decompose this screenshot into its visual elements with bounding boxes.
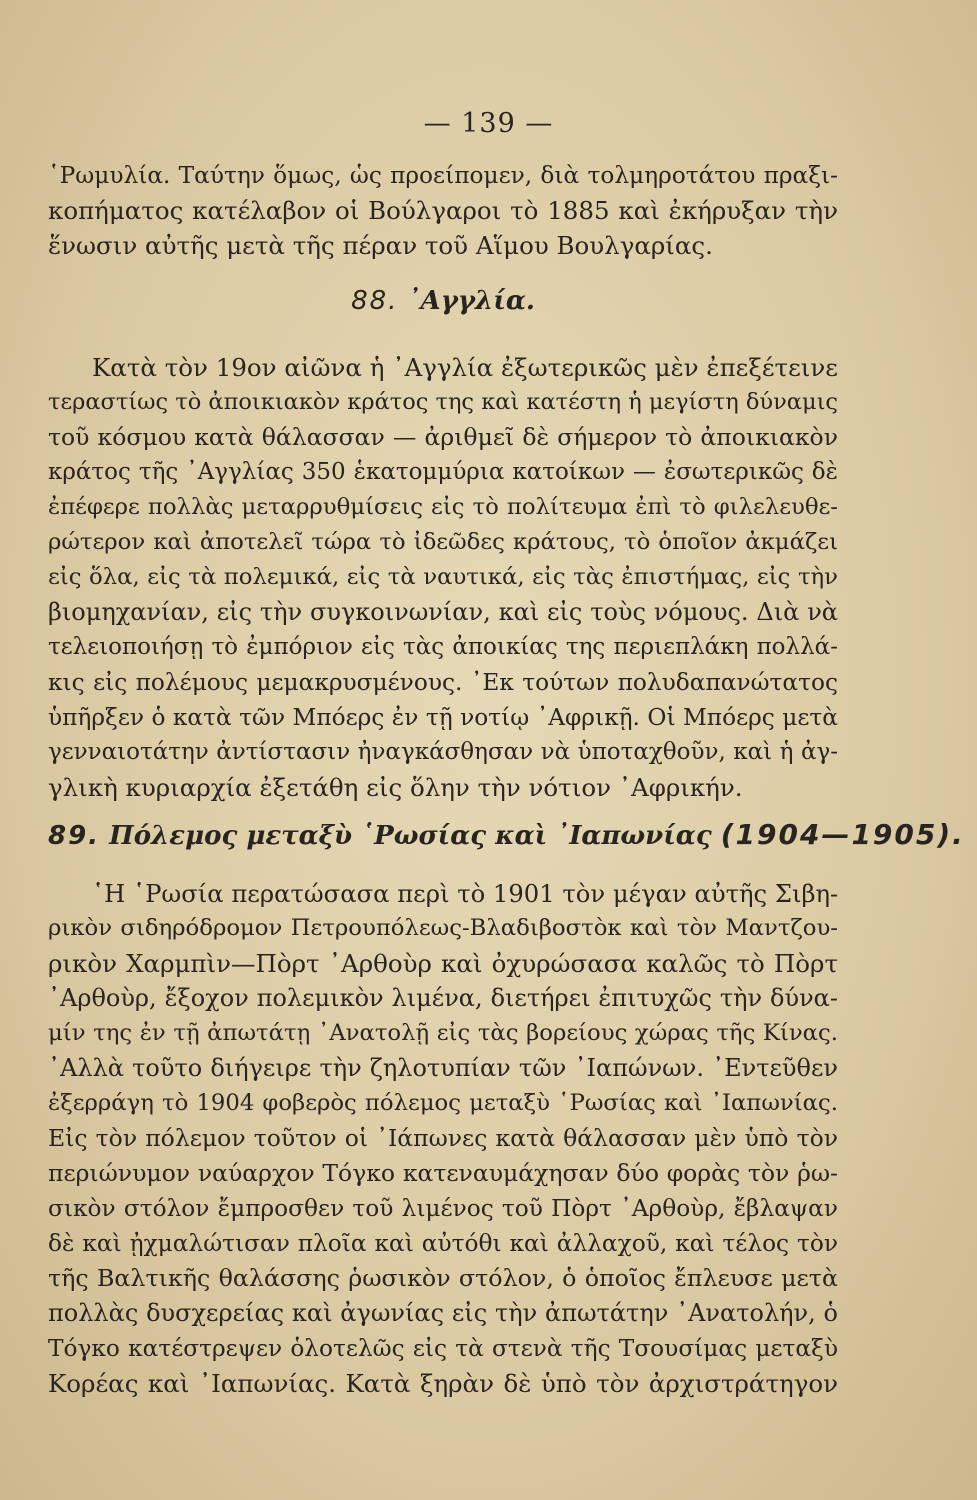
section-88-paragraph [48, 350, 838, 805]
text-line: ᾿Αρθοὺρ, ἔξοχον πολεμικὸν λιμένα, διετήρει ἐπιτυχῶς τὴν δύνα- [48, 984, 838, 1012]
text-line: περιώνυμον ναύαρχον Τόγκο κατεναυμάχησαν δύο φορὰς τὸν ῥω- [48, 1159, 838, 1187]
text-line: πολλὰς δυσχερείας καὶ ἀγωνίας εἰς τὴν ἀπωτάτην ᾿Ανατολήν, ὁ [48, 1299, 838, 1327]
section-88-heading [48, 286, 838, 316]
text-line: Τόγκο κατέστρεψεν ὁλοτελῶς εἰς τὰ στενὰ τῆς Τσουσίμας μεταξὺ [48, 1335, 838, 1362]
text-line: ῾Η ῾Ρωσία περατώσασα περὶ τὸ 1901 τὸν μέγαν αὐτῆς Σιβη- [92, 879, 839, 908]
text-line: κοπήματος κατέλαβον οἱ Βούλγαροι τὸ 1885 καὶ ἐκήρυξαν τὴν [48, 196, 838, 225]
text-line: δὲ καὶ ᾐχμαλώτισαν πλοῖα καὶ αὐτόθι καὶ ἀλλαχοῦ, καὶ τέλος τὸν [48, 1230, 838, 1257]
text-line: ᾿Αλλὰ τοῦτο διήγειρε τὴν ζηλοτυπίαν τῶν ᾿Ιαπώνων. ᾿Εντεῦθεν [48, 1054, 838, 1082]
text-line: γλικὴ κυριαρχία ἐξετάθη εἰς ὅλην τὴν νότιον ᾿Αφρικήν. [48, 773, 743, 802]
text-line: βιομηχανίαν, εἰς τὴν συγκοινωνίαν, καὶ εἰς τοὺς νόμους. Διὰ νὰ [48, 598, 838, 626]
text-line: ὑπῆρξεν ὁ κατὰ τῶν Μπόερς ἐν τῇ νοτίῳ ᾿Αφρικῇ. Οἱ Μπόερς μετὰ [48, 704, 838, 731]
section-89-date-range: (1904—1905). [720, 818, 965, 851]
text-line: Κορέας καὶ ᾿Ιαπωνίας. Κατὰ ξηρὰν δὲ ὑπὸ τὸν ἀρχιστράτηγον [48, 1369, 838, 1398]
text-line: Κατὰ τὸν 19ον αἰῶνα ἡ ᾿Αγγλία ἐξωτερικῶς μὲν ἐπεξέτεινε [92, 353, 838, 382]
opening-paragraph [48, 158, 838, 263]
text-line: ἐξερράγη τὸ 1904 φοβερὸς πόλεμος μεταξὺ ῾Ρωσίας καὶ ᾿Ιαπωνίας. [48, 1090, 838, 1116]
text-line: τοῦ κόσμου κατὰ θάλασσαν — ἀριθμεῖ δὲ σήμερον τὸ ἀποικιακὸν [48, 423, 838, 451]
section-89-number: 89. [48, 821, 101, 851]
section-88-number: 88. [351, 286, 399, 316]
text-line: ρικὸν Χαρμπὶν—Πὸρτ ᾿Αρθοὺρ καὶ ὀχυρώσασα καλῶς τὸ Πὸρτ [48, 949, 838, 978]
text-line: Εἰς τὸν πόλεμον τοῦτον οἱ ᾿Ιάπωνες κατὰ θάλασσαν μὲν ὑπὸ τὸν [48, 1124, 838, 1152]
text-line: κις εἰς πολέμους μεμακρυσμένους. ᾿Εκ τούτων πολυδαπανώτατος [48, 669, 838, 696]
text-line: κράτος τῆς ᾿Αγγλίας 350 ἑκατομμύρια κατοίκων — ἐσωτερικῶς δὲ [48, 459, 838, 485]
text-line: τῆς Βαλτικῆς θαλάσσης ῥωσικὸν στόλον, ὁ ὁποῖος ἔπλευσε μετὰ [48, 1264, 838, 1292]
text-line: τελειοποιήσῃ τὸ ἐμπόριον εἰς τὰς ἀποικίας της περιεπλάκη πολλά- [48, 634, 838, 660]
text-line: ἐπέφερε πολλὰς μεταρρυθμίσεις εἰς τὸ πολίτευμα ἐπὶ τὸ φιλελευθε- [48, 494, 838, 520]
text-line: γενναιοτάτην ἀντίστασιν ἠναγκάσθησαν νὰ ὑποταχθοῦν, καὶ ἡ ἀγ- [48, 739, 838, 765]
section-89-heading [48, 818, 965, 851]
text-line: εἰς ὅλα, εἰς τὰ πολεμικά, εἰς τὰ ναυτικά, εἰς τὰς ἐπιστήμας, εἰς τὴν [48, 564, 838, 590]
text-line: ρώτερον καὶ ἀποτελεῖ τώρα τὸ ἰδεῶδες κράτους, τὸ ὁποῖον ἀκμάζει [48, 529, 838, 555]
text-line: ῾Ρωμυλία. Ταύτην ὅμως, ὡς προείπομεν, διὰ τολμηροτάτου πραξι- [48, 162, 838, 189]
section-89-paragraph [48, 876, 838, 1401]
text-line: σικὸν στόλον ἔμπροσθεν τοῦ λιμένος τοῦ Πὸρτ ᾿Αρθοὺρ, ἔβλαψαν [48, 1195, 838, 1222]
text-line: τεραστίως τὸ ἀποικιακὸν κράτος της καὶ κατέστη ἡ μεγίστη δύναμις [48, 389, 838, 415]
page-number: — 139 — [423, 108, 554, 139]
text-line: ρικὸν σιδηρόδρομον Πετρουπόλεως-Βλαδιβοστὸκ καὶ τὸν Μαντζου- [48, 915, 838, 941]
text-line: μίν της ἐν τῇ ἀπωτάτῃ ᾿Ανατολῇ εἰς τὰς βορείους χώρας τῆς Κίνας. [48, 1020, 838, 1046]
section-89-title: Πόλεμος μεταξὺ ῾Ρωσίας καὶ ᾿Ιαπωνίας [109, 821, 712, 851]
text-line: ἕνωσιν αὐτῆς μετὰ τῆς πέραν τοῦ Αἵμου Βουλγαρίας. [48, 231, 713, 260]
section-88-title: ᾿Αγγλία. [407, 286, 535, 316]
